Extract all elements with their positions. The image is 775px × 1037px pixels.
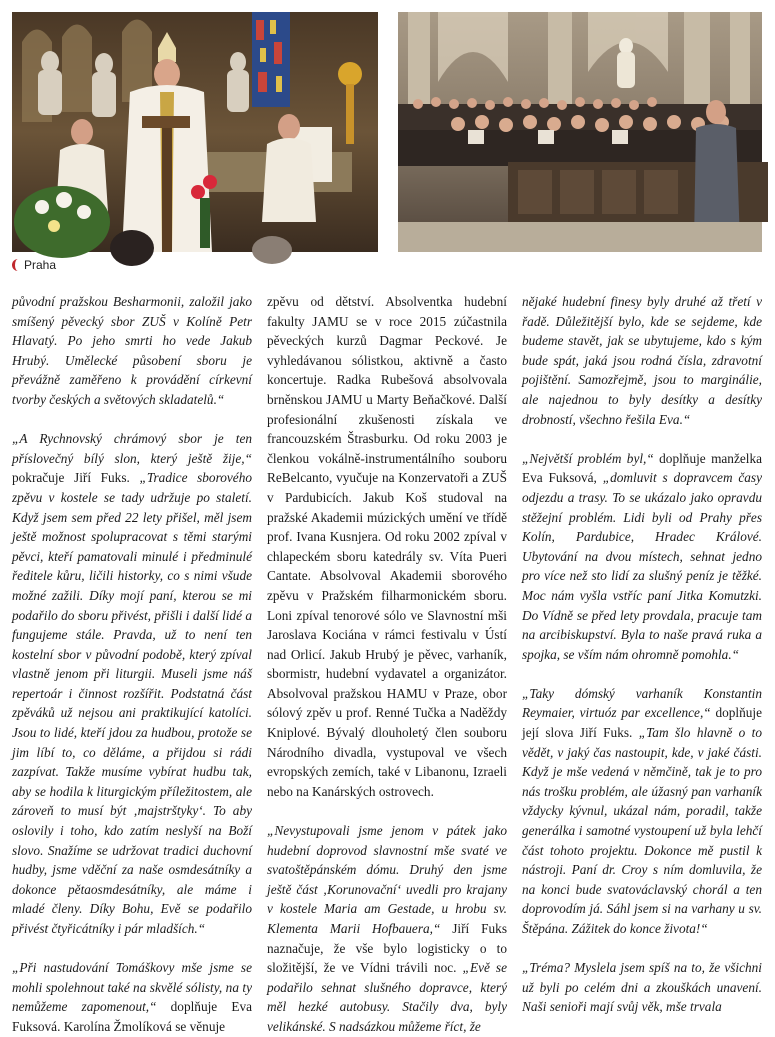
- article-paragraph: [267, 821, 507, 1037]
- article-paragraph: [267, 292, 507, 801]
- article-paragraph: [522, 292, 762, 429]
- text-column-2: [267, 292, 507, 1034]
- quote-text: „Tam šlo hlavně o to vědět, v jaký čas nastoupit, kde, v jaké části. Když je mše vedená v němčině, tak je to pro nás trošku problém, ale úžasný pan varhaník vždycky kývnul, ukázal nám, poradil, takže generálka i samotné vystoupení už byla lehčí část tohoto projektu. Dokonce mě pustil k nástroji. Paní dr. Croy s ním domluvila, že na konci bude svatováclavský chorál a ten doprovodím já. Sáhl jsem si na varhany u sv. Štěpána. Zážitek do konce života!“: [522, 725, 762, 936]
- caption-text: Praha: [24, 258, 57, 272]
- quote-text: „Evě se podařilo sehnat slušného dopravce, který měl hezké autobusy. Stačily dva, byly velikánské. S nadsázkou můžeme říct, že: [267, 960, 507, 1034]
- article-paragraph: [522, 958, 762, 1017]
- quote-text: „Taky dómský varhaník Konstantin Reymaier, virtuóz par excellence,“: [522, 685, 762, 721]
- text-column-3: [522, 292, 763, 1015]
- quote-text: původní pražskou Besharmonii, založil jako smíšený pěvecký sbor ZUŠ v Kolíně Petr Hlavatý. Po jeho smrti ho vede Jakub Hrubý. Umělecké působení sboru je převážně zaměřeno k provádění církevní tvorby českých a světových skladatelů.“: [12, 294, 252, 407]
- article-paragraph: [522, 449, 762, 665]
- photo-mass-celebration-image: [12, 12, 378, 252]
- photo-congregation-image: [398, 12, 762, 252]
- body-text: doplňuje její slova Jiří Fuks.: [522, 705, 763, 741]
- article-paragraph: [12, 292, 252, 410]
- quote-text: „Tradice sborového zpěvu v kostele se tady udržuje po staletí. Když jsem sem před 22 lety přišel, měl jsem ještě možnost spolupracovat s těmi starými pěvci, kteří pamatovali minulé i předminulé ředitele kůru, ličili historky, co s nimi všude možné zažili. Díky mojí paní, kterou se mi podařilo do sboru přivést, přišli i další lidé a fungujeme stále. Pravda, už to není ten kostelní sbor v původní podobě, který zpíval vlastně jenom při liturgii. Museli jsme náš repertoár i činnost rozšířit. Podstatná část zpěváků už nejsou ani praktikující katolíci. Jsou to lidé, kteří jdou za hudbou, protože se jim líbí to, co děláme, a přijdou si rádi zazpívat. Takže musíme vybírat hudbu tak, aby se hodila k liturgickým příležitostem, ale zároveň to musí být ‚majstrštyky‘. To aby oslovily i toho, kdo zatím neslyší na Boží slovo. Snažíme se udržovat tradici duchovní hudby, jsme vděční za naše osmdesátníky a dokonce pětaosmdesátníky, ale máme i mladé členy. Díky Bohu, Evě se podařilo přivést čtyřicátníky i pár mladších.“: [12, 470, 252, 936]
- quote-text: „Při nastudování Tomáškovy mše jsme se mohli spolehnout také na skvělé sólisty, na ty nemůžeme zapomenout,“: [12, 960, 252, 1015]
- article-paragraph: [522, 684, 762, 939]
- body-text: Jiří Fuks naznačuje, že vše bylo logisticky o to složitější, že ve Vídni trávili noc.: [267, 921, 507, 976]
- body-text: doplňuje manželka Eva Fuksová,: [522, 450, 763, 486]
- article-paragraph: [12, 429, 252, 938]
- article-paragraph: [12, 958, 252, 1036]
- quote-text: „domluvit s dopravcem časy odjezdu a trasy. To se ukázalo jako opravdu stěžejní problém. Lidi byli od Prahy přes Kolín, Pardubice, Hradec Králové. Ubytování na dvou místech, sehnat jedno pro více než sto lidí za slušný peníz je těžké. Moc nám vyšla vstříc paní Jitka Komutzki. Do Vídně se před lety provdala, pracuje tam na arcibiskupství. Byla to naše pravá ruka a spojka, se vším nám ohromně pomohla.“: [522, 470, 762, 662]
- quote-text: „Největší problém byl,“: [522, 450, 654, 466]
- caption-marker-icon: [12, 259, 20, 271]
- text-column-1: [12, 292, 252, 1034]
- body-text: doplňuje Eva Fuksová. Karolína Žmolíková se věnuje: [12, 999, 252, 1034]
- body-text: zpěvu od dětství. Absolventka hudební fakulty JAMU se v roce 2015 zúčastnila pěveckých kurzů Dagmar Peckové. Je vyhledávanou sólistkou, aktivně a často koncertuje. Radka Rubešová absolvovala brněnskou JAMU u Marty Beňačkové. Další profesionální zkušenosti získala ve francouzském Štrasburku. Od roku 2003 je členkou vokálně-instrumentálního souboru ReBelcanto, vyučuje na Konzervatoři a ZUŠ v Pardubicích. Jakub Koš studoval na pražské Akademii múzických umění ve třídě prof. Ivana Kusnjera. Od roku 2002 zpíval v chlapeckém sboru katedrály sv. Víta Pueri Cantate. Absolvoval Akademii sborového zpěvu v Pražském filharmonickém sboru. Loni zpíval tenorové sólo ve Slavnostní mši Jaroslava Kociána v rámci festivalu v Ústí nad Orlicí. Jakub Hrubý je pěvec, varhaník, sbormistr, hudební vydavatel a organizátor. Absolvoval pražskou HAMU v Praze, obor sólový zpěv u prof. Renné Tučka a Naděždy Kniplové. Bývalý dlouholetý člen souboru Národního divadla, vystupoval ve všech evropských zemích, také v Libanonu, Izraeli nebo na Kanárských ostrovech.: [267, 294, 507, 799]
- quote-text: „Tréma? Myslela jsem spíš na to, že všichni už byli po celém dni a zkouškách unavení. Naši senioři mají svůj věk, mše trvala: [522, 960, 762, 1015]
- body-text: pokračuje Jiří Fuks.: [12, 470, 140, 486]
- photo-mass-celebration: [12, 12, 378, 252]
- article-body: [12, 292, 764, 1034]
- quote-text: „Nevystupovali jsme jenom v pátek jako hudební doprovod slavnostní mše svaté ve svatoštěpánském dómu. Druhý den jsme ještě část ‚Korunovační‘ uvedli pro krajany v kostele Maria am Gestade, u hrobu sv. Klementa Marii Hofbauera,“: [267, 823, 507, 936]
- photo-caption: [12, 258, 56, 272]
- photo-congregation: [398, 12, 762, 252]
- quote-text: nějaké hudební finesy byly druhé až třetí v řadě. Důležitější bylo, kde se sejdeme, kde budeme stavět, jak se ubytujeme, kdo s kým bude spát, jaká jsou rodná čísla, zdravotní pojištění. Samozřejmě, jsou to marginálie, ale najednou to byly desítky a desítky drobností, všechno řešila Eva.“: [522, 294, 762, 427]
- quote-text: „A Rychnovský chrámový sbor je ten příslovečný bílý slon, který ještě žije,“: [12, 431, 252, 466]
